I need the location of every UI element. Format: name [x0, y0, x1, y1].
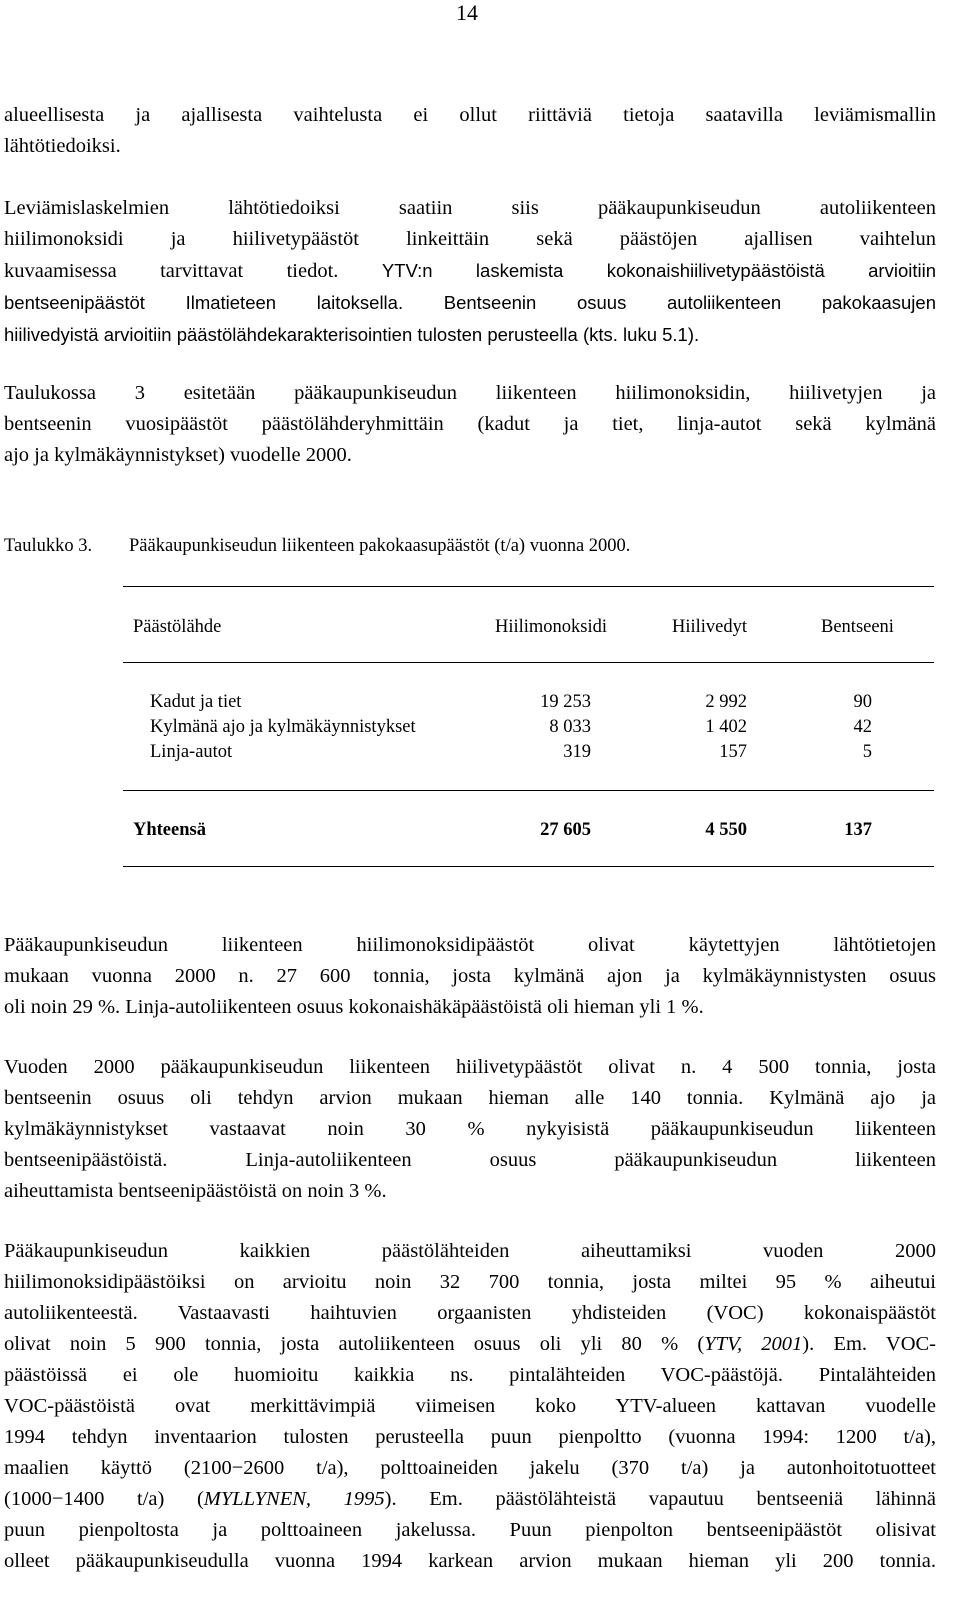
table-caption [4, 536, 630, 557]
text-line: bentseenin osuus oli tehdyn arvion mukaan hieman alle 140 tonnia. Kylmänä ajo ja [4, 1087, 936, 1109]
text-line: VOC-päästöistä ovat merkittävimpiä viimeisen koko YTV-alueen kattavan vuodelle [4, 1395, 936, 1417]
row-source: Linja-autot [150, 742, 233, 762]
text-line: bentseenipäästöistä. Linja-autoliikenteen osuus pääkaupunkiseudun liikenteen [4, 1149, 936, 1171]
text-line: Leviämislaskelmien lähtötiedoiksi saatiin siis pääkaupunkiseudun autoliikenteen [4, 197, 936, 219]
header-source: Päästölähde [133, 617, 222, 637]
row-carbon-monoxide: 8 033 [549, 717, 591, 737]
text-line [4, 1329, 936, 1360]
text-line: oli noin 29 %. Linja-autoliikenteen osuus kokonaishäkäpäästöistä oli hieman yli 1 %. [4, 996, 704, 1018]
text-line: aiheuttamista bentseenipäästöistä on noin 3 %. [4, 1180, 387, 1202]
paragraph-hydrocarbons [4, 1052, 936, 1207]
text-line: mukaan vuonna 2000 n. 27 600 tonnia, josta kylmänä ajon ja kylmäkäynnistysten osuus [4, 965, 936, 987]
table-header-rule [123, 662, 934, 663]
table-title: Pääkaupunkiseudun liikenteen pakokaasupäästöt (t/a) vuonna 2000. [129, 536, 631, 556]
paragraph-table-intro [4, 378, 936, 471]
row-hydrocarbons: 157 [719, 742, 747, 762]
text-segment: olivat noin 5 900 tonnia, josta autoliikenteen osuus oli yli 80 % ( [4, 1333, 705, 1355]
row-carbon-monoxide: 19 253 [540, 692, 591, 712]
text-line [4, 255, 936, 287]
text-segment: ). Em. VOC- [802, 1333, 937, 1355]
page-number: 14 [456, 0, 478, 25]
text-line: hiilimonoksidi ja hiilivetypäästöt linkeittäin sekä päästöjen ajallisen vaihtelun [4, 228, 936, 250]
text-line: Pääkaupunkiseudun kaikkien päästölähteiden aiheuttamiksi vuoden 2000 [4, 1240, 936, 1262]
total-label: Yhteensä [133, 820, 206, 840]
header-hydrocarbons: Hiilivedyt [672, 617, 748, 637]
paragraph-intro [4, 100, 936, 162]
row-benzene: 90 [853, 692, 872, 712]
row-source: Kylmänä ajo ja kylmäkäynnistykset [150, 717, 416, 737]
text-line: 1994 tehdyn inventaarion tulosten perusteella puun pienpoltto (vuonna 1994: 1200 t/a), [4, 1426, 936, 1448]
text-line: Pääkaupunkiseudun liikenteen hiilimonoksidipäästöt olivat käytettyjen lähtötietojen [4, 934, 936, 956]
header-carbon-monoxide: Hiilimonoksidi [495, 617, 608, 637]
row-source: Kadut ja tiet [150, 692, 242, 712]
text-segment: ). Em. päästölähteistä vapautuu bentseeniä lähinnä [384, 1488, 937, 1510]
row-carbon-monoxide: 319 [563, 742, 591, 762]
text-segment: YTV:n laskemista kokonaishiilivetypäästöistä arvioitiin [381, 260, 936, 281]
paragraph-dispersion-inputs [4, 193, 936, 350]
text-line: maalien käyttö (2100−2600 t/a), polttoaineiden jakelu (370 t/a) ja autonhoitotuotteet [4, 1457, 936, 1479]
text-line: Vuoden 2000 pääkaupunkiseudun liikenteen hiilivetypäästöt olivat n. 4 500 tonnia, josta [4, 1056, 936, 1078]
citation: MYLLYNEN, 1995 [203, 1488, 385, 1510]
text-line: hiilivedyistä arvioitiin päästölähdekarakterisointien tulosten perusteella (kts. luku 5.1). [4, 324, 700, 345]
text-segment: Bentseenin osuus autoliikenteen pakokaasujen [443, 292, 936, 313]
text-line [4, 1484, 936, 1515]
table-body-rule [123, 790, 934, 791]
table-top-rule [123, 586, 934, 587]
citation: YTV, 2001 [704, 1333, 803, 1355]
total-hydrocarbons: 4 550 [705, 820, 747, 840]
text-line: lähtötiedoiksi. [4, 135, 121, 157]
paragraph-carbon-monoxide [4, 930, 936, 1023]
text-line [4, 287, 936, 319]
text-segment: kuvaamisessa tarvittavat tiedot. [4, 260, 339, 282]
table-label: Taulukko 3. [4, 536, 93, 556]
text-line: bentseenin vuosipäästöt päästölähderyhmittäin (kadut ja tiet, linja-autot sekä kylmänä [4, 413, 936, 435]
text-line: Taulukossa 3 esitetään pääkaupunkiseudun liikenteen hiilimonoksidin, hiilivetyjen ja [4, 382, 936, 404]
text-line: puun pienpoltosta ja polttoaineen jakelussa. Puun pienpolton bentseenipäästöt olisivat [4, 1519, 936, 1541]
text-line: kylmäkäynnistykset vastaavat noin 30 % nykyisistä pääkaupunkiseudun liikenteen [4, 1118, 936, 1140]
paragraph-all-sources [4, 1236, 936, 1577]
text-line: päästöissä ei ole huomioitu kaikkia ns. pintalähteiden VOC-päästöjä. Pintalähteiden [4, 1364, 936, 1386]
total-carbon-monoxide: 27 605 [540, 820, 591, 840]
header-benzene: Bentseeni [821, 617, 894, 637]
total-benzene: 137 [844, 820, 872, 840]
text-line: olleet pääkaupunkiseudulla vuonna 1994 karkean arvion mukaan hieman yli 200 tonnia. [4, 1550, 936, 1572]
row-hydrocarbons: 1 402 [705, 717, 747, 737]
text-line: hiilimonoksidipäästöiksi on arvioitu noin 32 700 tonnia, josta miltei 95 % aiheutui [4, 1271, 936, 1293]
text-line: alueellisesta ja ajallisesta vaihtelusta ei ollut riittäviä tietoja saatavilla leviämismallin [4, 104, 936, 126]
text-segment: bentseenipäästöt Ilmatieteen laitoksella. [4, 292, 404, 313]
row-benzene: 5 [862, 742, 872, 762]
table-bottom-rule [123, 866, 934, 867]
text-segment: (1000−1400 t/a) ( [4, 1488, 204, 1510]
row-hydrocarbons: 2 992 [705, 692, 747, 712]
text-line: autoliikenteestä. Vastaavasti haihtuvien orgaanisten yhdisteiden (VOC) kokonaispäästöt [4, 1302, 936, 1324]
row-benzene: 42 [853, 717, 872, 737]
text-line: ajo ja kylmäkäynnistykset) vuodelle 2000. [4, 444, 352, 466]
